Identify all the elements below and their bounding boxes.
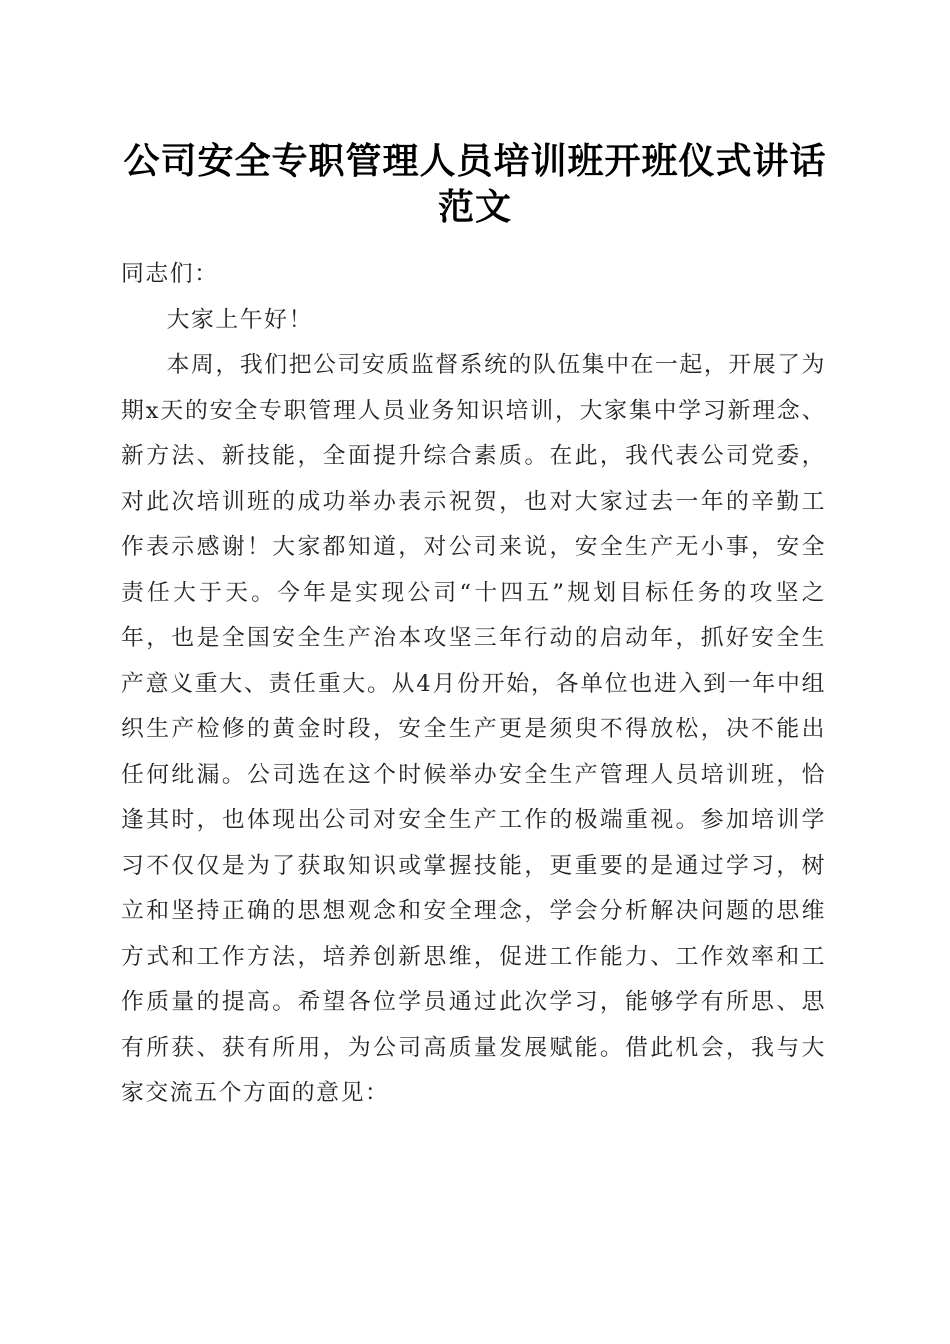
greeting: 大家上午好！: [166, 306, 313, 333]
document-body: [121, 252, 826, 1117]
body-paragraph: 本周，我们把公司安质监督系统的队伍集中在一起，开展了为期x天的安全专职管理人员业务知识培训，大家集中学习新理念、新方法、新技能，全面提升综合素质。在此，我代表公司党委，对此次培训班的成功举办表示祝贺，也对大家过去一年的辛勤工作表示感谢！大家都知道，对公司来说，安全生产无小事，安全责任大于天。今年是实现公司“十四五”规划目标任务的攻坚之年，也是全国安全生产治本攻坚三年行动的启动年，抓好安全生产意义重大、责任重大。从4月份开始，各单位也进入到一年中组织生产检修的黄金时段，安全生产更是须臾不得放松，决不能出任何纰漏。公司选在这个时候举办安全生产管理人员培训班，恰逢其时，也体现出公司对安全生产工作的极端重视。参加培训学习不仅仅是为了获取知识或掌握技能，更重要的是通过学习，树立和坚持正确的思想观念和安全理念，学会分析解决问题的思维方式和工作方法，培养创新思维，促进工作能力、工作效率和工作质量的提高。希望各位学员通过此次学习，能够学有所思、思有所获、获有所用，为公司高质量发展赋能。借此机会，我与大家交流五个方面的意见：: [121, 352, 826, 1106]
document-title: 公司安全专职管理人员培训班开班仪式讲话范文: [123, 140, 827, 228]
salutation: 同志们：: [121, 261, 219, 287]
